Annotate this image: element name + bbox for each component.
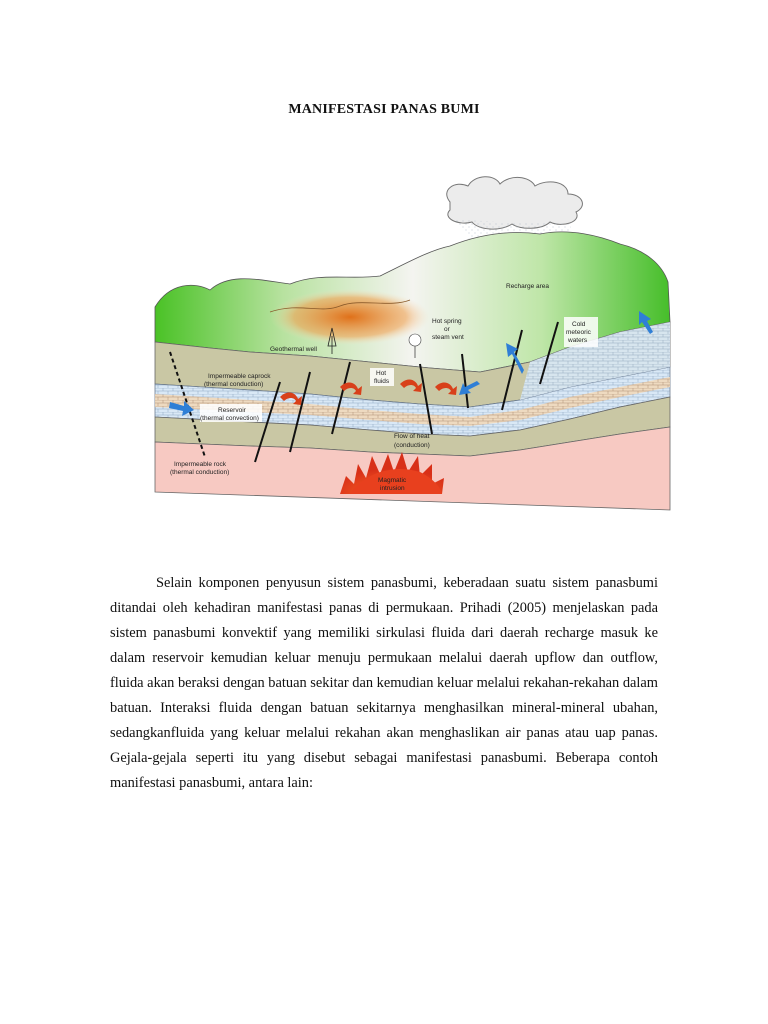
body-text — [110, 571, 658, 796]
label-recharge-area: Recharge area — [506, 283, 549, 290]
label-magmatic: Magmatic — [378, 477, 407, 484]
label-hot-spring-or: or — [444, 326, 450, 333]
label-waters: waters — [568, 337, 588, 344]
label-reservoir: Reservoir — [218, 407, 246, 414]
label-reservoir-note: (thermal convection) — [200, 415, 259, 422]
label-meteoric: meteoric — [566, 329, 591, 336]
label-hot: Hot — [376, 370, 387, 377]
label-hot-spring: Hot spring — [432, 318, 462, 325]
label-cold: Cold — [572, 321, 586, 328]
label-flow-of-heat: Flow of heat — [394, 433, 430, 440]
label-steam-vent: steam vent — [432, 334, 464, 341]
label-fluids: fluids — [374, 378, 390, 385]
paragraph: Selain komponen penyusun sistem panasbumi, keberadaan suatu sistem panasbumi ditandai oleh kehadiran manifestasi panas di permukaan. Prihadi (2005) menjelaskan pada sistem panasbumi konvektif yang memiliki sirkulasi fluida dari daerah recharge masuk ke dalam reservoir kemudian keluar menuju permukaan melalui daerah upflow dan outflow, fluida akan beraksi dengan batuan sekitar dan kemudian keluar melalui rekahan-rekahan dalam batuan. Interaksi fluida dengan batuan sekitarnya menghasilkan mineral-mineral ubahan, sedangkanfluida yang keluar melalui rekahan akan menghaslikan air panas atau uap panas. Gejala-gejala seperti itu yang disebut sebagai manifestasi panasbumi. Beberapa contoh manifestasi panasbumi, antara lain: — [110, 575, 658, 791]
geothermal-system-diagram — [150, 172, 675, 512]
label-rock-note: (thermal conduction) — [170, 469, 230, 476]
label-impermeable-rock: Impermeable rock — [174, 461, 227, 468]
label-caprock-note: (thermal conduction) — [204, 381, 264, 388]
label-geothermal-well: Geothermal well — [270, 346, 317, 353]
label-caprock: Impermeable caprock — [208, 373, 271, 380]
page-title: MANIFESTASI PANAS BUMI — [288, 102, 480, 117]
label-conduction: (conduction) — [394, 442, 430, 449]
label-intrusion: intrusion — [380, 485, 405, 492]
